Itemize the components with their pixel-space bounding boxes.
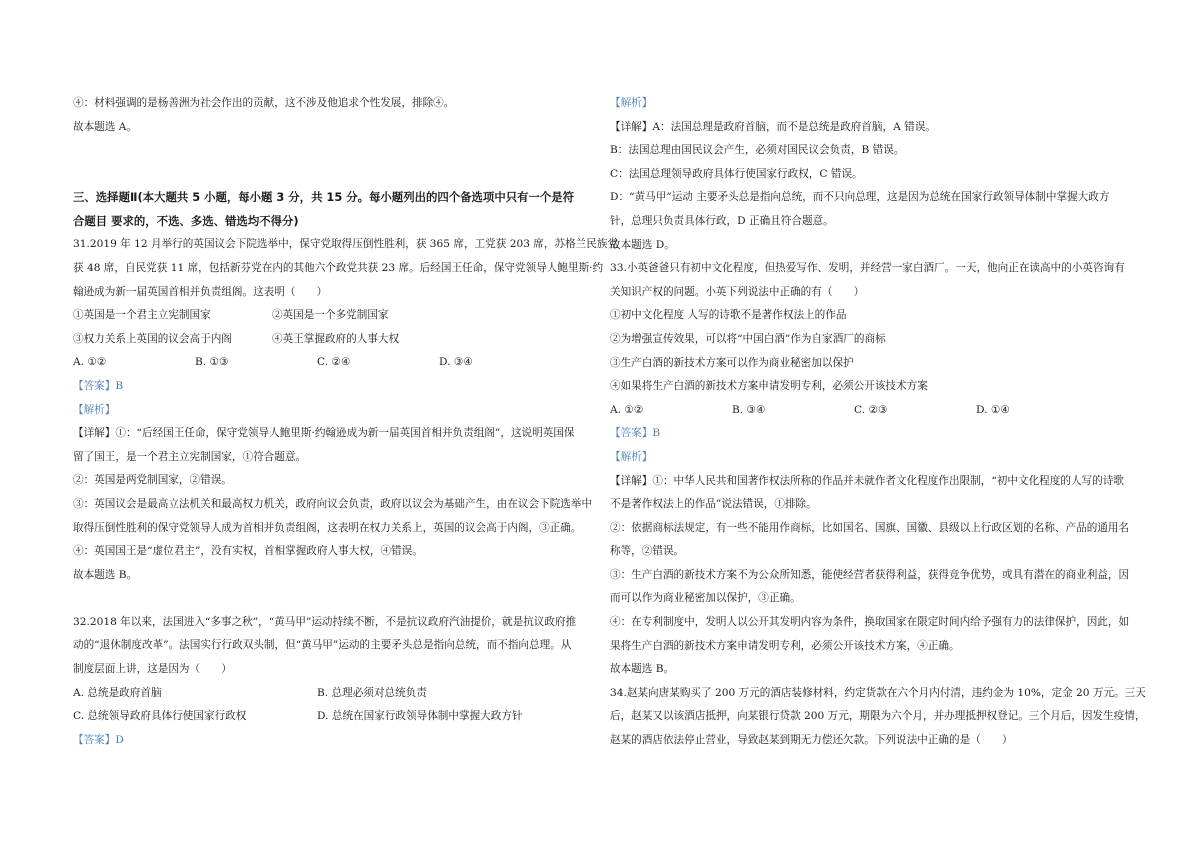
answer-option: D. ③④ <box>439 356 473 369</box>
explanation-line: 针，总理只负责具体行政，D 正确且符合题意。 <box>610 214 834 227</box>
question-32-stem: 动的“退休制度改革”。法国实行行政双头制，但“黄马甲”运动的主要矛头总是指向总统，而不指向总理。从 <box>73 639 572 652</box>
explanation-line: ③：英国议会是最高立法机关和最高权力机关，政府向议会负责，政府以议会为基础产生，由在议会下院选举中 <box>73 497 593 510</box>
question-31-items <box>73 304 593 328</box>
statement-item: ①初中文化程度 人写的诗歌不是著作权法上的作品 <box>610 309 847 322</box>
explanation-line: 果将生产白酒的新技术方案申请发明专利，必须公开该技术方案，④正确。 <box>610 639 960 652</box>
question-32-options <box>73 705 593 729</box>
right-column <box>610 92 1146 753</box>
question-31-stem: 获 48 席，自民党获 11 席，包括新芬党在内的其他六个政党共获 23 席。后经国王任命，保守党领导人鲍里斯·约 <box>73 261 604 274</box>
explanation-line: 故本题选 B。 <box>73 568 138 581</box>
statement-item: ④如果将生产白酒的新技术方案申请发明专利，必须公开该技术方案 <box>610 380 928 393</box>
statement-item: ③生产白酒的新技术方案可以作为商业秘密加以保护 <box>610 356 854 369</box>
analysis-tag: 【解析】 <box>610 450 653 463</box>
explanation-line: D：“黄马甲”运动 主要矛头总是指向总统，而不只向总理，这是因为总统在国家行政领导体制中掌握大政方 <box>610 191 1110 204</box>
answer-option: B. ①③ <box>195 356 229 369</box>
explanation-line: 【详解】A：法国总理是政府首脑，而不是总统是政府首脑，A 错误。 <box>610 120 936 133</box>
answer-option: D. ①④ <box>976 403 1010 416</box>
explanation-line: 故本题选 D。 <box>610 238 675 251</box>
question-34-stem: 后，赵某又以该酒店抵押，向某银行贷款 200 万元，期限为六个月，并办理抵押权登记。三个月后，因发生疫情， <box>610 710 1146 723</box>
question-32-options <box>73 682 593 706</box>
explanation-line: 【详解】①：中华人民共和国著作权法所称的作品并未就作者文化程度作出限制，“初中文化程度的人写的诗歌 <box>610 474 1124 487</box>
question-32-stem: 32.2018 年以来，法国进入“多事之秋”，“黄马甲”运动持续不断，不是抗议政府汽油提价，就是抗议政府推 <box>73 615 577 628</box>
explanation-line: B：法国总理由国民议会产生，必须对国民议会负责，B 错误。 <box>610 144 905 157</box>
question-31-options <box>73 351 593 375</box>
question-31-stem: 31.2019 年 12 月举行的英国议会下院选举中，保守党取得压倒性胜利，获 365 席，工党获 203 席，苏格兰民族党 <box>73 238 619 251</box>
analysis-tag: 【解析】 <box>73 403 116 416</box>
question-33-stem: 关知识产权的问题。小英下列说法中正确的有（ ） <box>610 285 865 298</box>
answer-tag: 【答案】B <box>73 379 124 392</box>
question-34-stem: 赵某的酒店依法停止营业，导致赵某到期无力偿还欠款。下列说法中正确的是（ ） <box>610 734 1013 747</box>
answer-option: A. ①② <box>610 403 644 416</box>
answer-option: C. ②③ <box>854 403 888 416</box>
statement-item: ①英国是一个君主立宪制国家 <box>73 309 211 322</box>
explanation-line: 取得压倒性胜利的保守党领导人成为首相并负责组阁，这表明在权力关系上，英国的议会高于内阁，③正确。 <box>73 521 582 534</box>
text-line: 故本题选 A。 <box>73 120 137 133</box>
explanation-line: 故本题选 B。 <box>610 663 675 676</box>
question-33-options <box>610 399 1130 423</box>
left-column <box>73 92 619 752</box>
explanation-line: ③：生产白酒的新技术方案不为公众所知悉，能使经营者获得利益，获得竞争优势，或具有潜在的商业利益，因 <box>610 568 1130 581</box>
answer-option: B. 总理必须对总统负责 <box>317 686 427 699</box>
explanation-line: 而可以作为商业秘密加以保护，③正确。 <box>610 592 801 605</box>
answer-option: B. ③④ <box>732 403 766 416</box>
statement-item: ③权力关系上英国的议会高于内阁 <box>73 332 232 345</box>
question-32-stem: 制度层面上讲，这是因为（ ） <box>73 663 232 676</box>
answer-option: C. ②④ <box>317 356 351 369</box>
answer-option: D. 总统在国家行政领导体制中掌握大政方针 <box>317 710 523 723</box>
answer-option: A. ①② <box>73 356 107 369</box>
answer-option: A. 总统是政府首脑 <box>73 686 162 699</box>
explanation-line: 【详解】①：“后经国王任命，保守党领导人鲍里斯·约翰逊成为新一届英国首相并负责组阁”，这说明英国保 <box>73 427 575 440</box>
text-line: ④：材料强调的是杨善洲为社会作出的贡献，这不涉及他追求个性发展，排除④。 <box>73 97 455 109</box>
explanation-line: ④：在专利制度中，发明人以公开其发明内容为条件，换取国家在限定时间内给予强有力的法律保护，因此，如 <box>610 616 1130 629</box>
statement-item: ②英国是一个多党制国家 <box>272 309 389 322</box>
answer-tag: 【答案】B <box>610 427 661 440</box>
explanation-line: 留了国王，是一个君主立宪制国家，①符合题意。 <box>73 450 307 463</box>
explanation-line: ②：依据商标法规定，有一些不能用作商标，比如国名、国旗、国徽、县级以上行政区划的名称、产品的通用名 <box>610 521 1130 534</box>
explanation-line: 不是著作权法上的作品”说法错误，①排除。 <box>610 498 817 511</box>
analysis-tag: 【解析】 <box>610 97 653 109</box>
statement-item: ②为增强宣传效果，可以将“中国白酒”作为自家酒厂的商标 <box>610 332 886 345</box>
explanation-line: C：法国总理领导政府具体行使国家行政权，C 错误。 <box>610 167 863 180</box>
statement-item: ④英王掌握政府的人事大权 <box>272 332 400 345</box>
explanation-line: 称等，②错误。 <box>610 545 685 558</box>
question-31-items <box>73 328 593 352</box>
answer-option: C. 总统领导政府具体行使国家行政权 <box>73 710 247 723</box>
section-heading: 三、选择题Ⅱ(本大题共 5 小题，每小题 3 分，共 15 分。每小题列出的四个备选项中只有一个是符 <box>73 190 575 205</box>
explanation-line: ④：英国国王是“虚位君主”，没有实权，首相掌握政府人事大权，④错误。 <box>73 545 423 558</box>
question-31-stem: 翰逊成为新一届英国首相并负责组阁。这表明（ ） <box>73 285 328 298</box>
answer-tag: 【答案】D <box>73 733 124 746</box>
question-34-stem: 34.赵某向唐某购买了 200 万元的酒店装修材料，约定货款在六个月内付清，违约金为 10%，定金 20 万元。三天 <box>610 686 1146 699</box>
section-heading: 合题目 要求的，不选、多选、错选均不得分) <box>73 213 299 228</box>
explanation-line: ②：英国是两党制国家，②错误。 <box>73 474 232 487</box>
question-33-stem: 33.小英爸爸只有初中文化程度，但热爱写作、发明，并经营一家白酒厂。一天，他向正在读高中的小英咨询有 <box>610 262 1125 275</box>
